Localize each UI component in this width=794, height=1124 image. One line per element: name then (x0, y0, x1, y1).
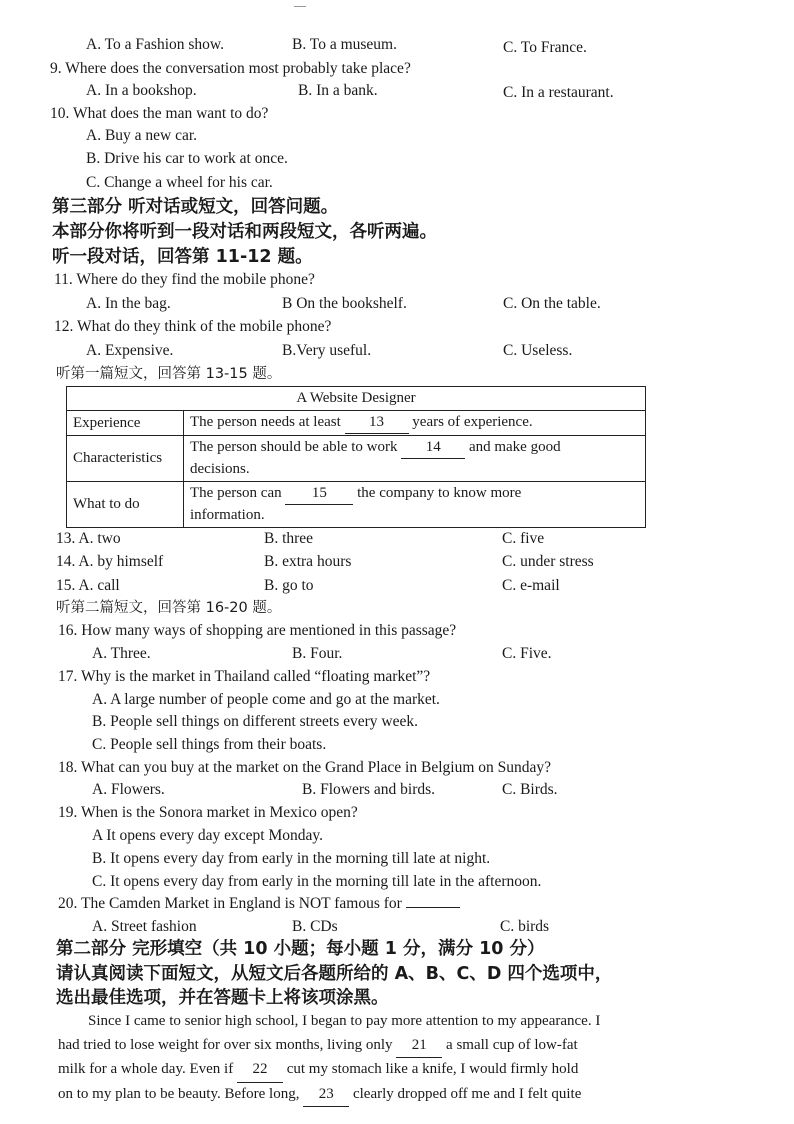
q16-stem: 16. How many ways of shopping are mentioned in this passage? (58, 622, 457, 639)
cloze-line (58, 1083, 652, 1108)
q9-stem: 9. Where does the conversation most probably take place? (50, 60, 411, 77)
q18-option-c: C. Birds. (502, 781, 558, 798)
passage1-intro: 听第一篇短文，回答第 13-15 题。 (56, 366, 282, 382)
q12-option-b: B.Very useful. (282, 342, 372, 359)
q19-option-c: C. It opens every day from early in the morning till late in the afternoon. (92, 873, 542, 890)
q16-option-b: B. Four. (292, 645, 343, 662)
q19-option-b: B. It opens every day from early in the morning till late at night. (92, 850, 491, 867)
q8-option-a: A. To a Fashion show. (86, 36, 224, 53)
q14-option-b: B. extra hours (264, 553, 352, 570)
part3-title: 第三部分 听对话或短文，回答问题。 (52, 197, 339, 217)
row-text-pre: The person needs at least (190, 414, 341, 430)
q9-option-b: B. In a bank. (298, 82, 378, 99)
q18-stem: 18. What can you buy at the market on the Grand Place in Belgium on Sunday? (58, 759, 552, 776)
q12-option-a: A. Expensive. (86, 342, 174, 359)
q12-stem: 12. What do they think of the mobile phone? (54, 318, 332, 335)
website-designer-table (66, 386, 646, 528)
q12-option-c: C. Useless. (503, 342, 573, 359)
q18-option-b: B. Flowers and birds. (302, 781, 436, 798)
cloze-text: cut my stomach like a knife, I would firmly hold (286, 1061, 579, 1077)
row-content (184, 436, 646, 482)
cloze-line (58, 1058, 652, 1083)
row-text-post: the company to know more (357, 485, 522, 501)
blank-14: 14 (401, 437, 465, 459)
row-content (184, 411, 646, 436)
q14-option-a: 14. A. by himself (56, 553, 164, 570)
blank-13: 13 (345, 412, 409, 434)
q11-option-a: A. In the bag. (86, 295, 171, 312)
cloze-line (58, 1034, 652, 1059)
q10-option-c: C. Change a wheel for his car. (86, 174, 273, 191)
row-text-post: years of experience. (412, 414, 533, 430)
q20-blank (406, 907, 460, 908)
q19-stem: 19. When is the Sonora market in Mexico open? (58, 804, 358, 821)
q10-stem: 10. What does the man want to do? (50, 105, 269, 122)
q20-option-c: C. birds (500, 918, 550, 935)
cloze-text: had tried to lose weight for over six months, living only (58, 1036, 393, 1053)
q9-option-a: A. In a bookshop. (86, 82, 197, 99)
q10-option-b: B. Drive his car to work at once. (86, 150, 288, 167)
q11-option-c: C. On the table. (503, 295, 601, 312)
q13-option-c: C. five (502, 530, 545, 547)
q13-option-a: 13. A. two (56, 530, 121, 547)
row-content (184, 482, 646, 528)
part2-instruction-1: 请认真阅读下面短文，从短文后各题所给的 A、B、C、D 四个选项中， (56, 964, 613, 984)
row-text-pre: The person should be able to work (190, 439, 398, 455)
part2-title: 第二部分 完形填空（共 10 小题；每小题 1 分，满分 10 分） (56, 939, 545, 959)
part2-instruction-2: 选出最佳选项，并在答题卡上将该项涂黑。 (56, 988, 389, 1008)
q20-stem-text: 20. The Camden Market in England is NOT famous for (58, 895, 402, 912)
q11-stem: 11. Where do they find the mobile phone? (54, 271, 315, 288)
q20-stem (58, 893, 460, 915)
q8-option-b: B. To a museum. (292, 36, 397, 53)
q15-option-a: 15. A. call (56, 577, 120, 594)
q15-option-c: C. e-mail (502, 577, 560, 594)
row-text-cont: decisions. (190, 461, 250, 477)
table-row (67, 482, 646, 528)
q16-option-c: C. Five. (502, 645, 552, 662)
cloze-text: on to my plan to be beauty. Before long, (58, 1085, 300, 1102)
q17-option-b: B. People sell things on different streets every week. (92, 713, 418, 730)
cloze-text: a small cup of low-fat (446, 1036, 578, 1053)
cloze-line: Since I came to senior high school, I began to pay more attention to my appearance. I (88, 1013, 601, 1029)
blank-22: 22 (237, 1058, 283, 1083)
scan-mark (294, 6, 306, 7)
q13-option-b: B. three (264, 530, 314, 547)
q14-option-c: C. under stress (502, 553, 594, 570)
q17-option-c: C. People sell things from their boats. (92, 736, 327, 753)
row-label: Characteristics (67, 436, 184, 482)
cloze-text: milk for a whole day. Even if (58, 1061, 234, 1077)
q15-option-b: B. go to (264, 577, 314, 594)
q16-option-a: A. Three. (92, 645, 151, 662)
passage2-intro: 听第二篇短文，回答第 16-20 题。 (56, 600, 282, 616)
table-title: A Website Designer (67, 387, 646, 411)
q11-option-b: B On the bookshelf. (282, 295, 407, 312)
q19-option-a: A It opens every day except Monday. (92, 827, 323, 844)
blank-15: 15 (285, 483, 353, 505)
row-text-post: and make good (468, 439, 561, 455)
q20-option-b: B. CDs (292, 918, 338, 935)
row-text-cont: information. (190, 507, 265, 523)
table-header-row (67, 387, 646, 411)
dialogue-intro: 听一段对话，回答第 11-12 题。 (52, 247, 313, 267)
q17-option-a: A. A large number of people come and go at the market. (92, 691, 440, 708)
q10-option-a: A. Buy a new car. (86, 127, 198, 144)
row-label: Experience (67, 411, 184, 436)
q17-stem: 17. Why is the market in Thailand called “floating market”? (58, 668, 431, 685)
table-row (67, 411, 646, 436)
part3-instruction: 本部分你将听到一段对话和两段短文，各听两遍。 (52, 222, 437, 242)
blank-23: 23 (303, 1083, 349, 1108)
table-row (67, 436, 646, 482)
q8-option-c: C. To France. (503, 39, 587, 56)
row-label: What to do (67, 482, 184, 528)
cloze-text: clearly dropped off me and I felt quite (352, 1085, 582, 1102)
q18-option-a: A. Flowers. (92, 781, 165, 798)
cloze-passage (58, 1010, 652, 1107)
row-text-pre: The person can (190, 485, 282, 501)
blank-21: 21 (396, 1034, 442, 1059)
q20-option-a: A. Street fashion (92, 918, 197, 935)
q9-option-c: C. In a restaurant. (503, 84, 614, 101)
